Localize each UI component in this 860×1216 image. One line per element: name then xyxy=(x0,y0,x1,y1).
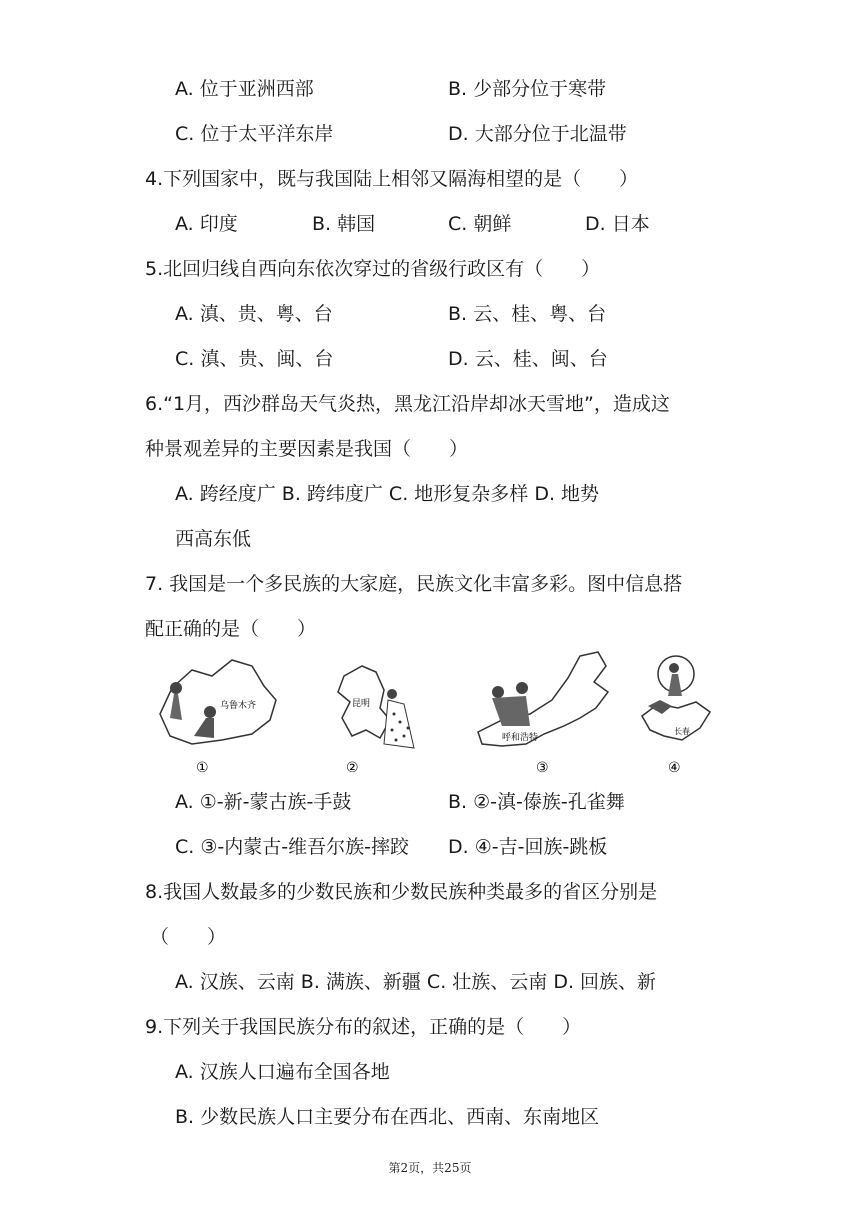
map-inner-mongolia xyxy=(472,648,632,776)
map2-number: ② xyxy=(346,760,359,776)
q6-options-line1: A. 跨经度广 B. 跨纬度广 C. 地形复杂多样 D. 地势 xyxy=(175,483,600,505)
map3-number: ③ xyxy=(536,760,549,776)
map1-city-label: 乌鲁木齐 xyxy=(220,701,257,711)
q4-option-a: A. 印度 xyxy=(175,213,238,235)
q4-option-c: C. 朝鲜 xyxy=(448,213,512,235)
q9-option-b: B. 少数民族人口主要分布在西北、西南、东南地区 xyxy=(175,1106,600,1128)
map2-city-label: 昆明 xyxy=(352,699,371,709)
q8-stem-line2: （ ） xyxy=(150,926,227,948)
map4-city-label: 长春 xyxy=(674,727,690,736)
q6-stem-line1: 6.“1月，西沙群岛天气炎热，黑龙江沿岸却冰天雪地”，造成这 xyxy=(145,393,670,415)
q8-options-line: A. 汉族、云南 B. 满族、新疆 C. 壮族、云南 D. 回族、新 xyxy=(175,971,657,993)
q6-stem-line2: 种景观差异的主要因素是我国（ ） xyxy=(145,438,469,460)
q9-stem: 9.下列关于我国民族分布的叙述，正确的是（ ） xyxy=(145,1016,582,1038)
q4-option-b: B. 韩国 xyxy=(312,213,376,235)
map-jilin xyxy=(634,648,720,776)
page-footer: 第2页，共25页 xyxy=(388,1161,472,1175)
q3-option-d: D. 大部分位于北温带 xyxy=(448,123,627,145)
q7-map-figure xyxy=(150,648,720,778)
q5-stem: 5.北回归线自西向东依次穿过的省级行政区有（ ） xyxy=(145,258,601,280)
q7-option-a: A. ①-新-蒙古族-手鼓 xyxy=(175,791,352,813)
q3-option-b: B. 少部分位于寒带 xyxy=(448,78,607,100)
q5-option-b: B. 云、桂、粤、台 xyxy=(448,303,607,325)
q7-option-c: C. ③-内蒙古-维吾尔族-摔跤 xyxy=(175,836,409,858)
q5-option-d: D. 云、桂、闽、台 xyxy=(448,348,608,370)
map1-number: ① xyxy=(196,760,209,776)
q9-option-a: A. 汉族人口遍布全国各地 xyxy=(175,1061,390,1083)
q4-stem: 4.下列国家中，既与我国陆上相邻又隔海相望的是（ ） xyxy=(145,168,639,190)
map-xinjiang xyxy=(152,648,282,776)
q8-stem-line1: 8.我国人数最多的少数民族和少数民族种类最多的省区分别是 xyxy=(145,881,658,903)
q3-option-c: C. 位于太平洋东岸 xyxy=(175,123,334,145)
q3-option-a: A. 位于亚洲西部 xyxy=(175,78,314,100)
map4-number: ④ xyxy=(668,760,681,776)
map3-city-label: 呼和浩特 xyxy=(502,733,539,743)
q6-options-line2: 西高东低 xyxy=(175,528,252,550)
q7-option-d: D. ④-吉-回族-跳板 xyxy=(448,836,608,858)
q7-option-b: B. ②-滇-傣族-孔雀舞 xyxy=(448,791,625,813)
q7-stem-line2: 配正确的是（ ） xyxy=(145,618,317,640)
q4-option-d: D. 日本 xyxy=(585,213,650,235)
map-yunnan xyxy=(330,648,440,776)
q5-option-c: C. 滇、贵、闽、台 xyxy=(175,348,334,370)
q7-stem-line1: 7. 我国是一个多民族的大家庭，民族文化丰富多彩。图中信息搭 xyxy=(145,573,683,595)
q5-option-a: A. 滇、贵、粤、台 xyxy=(175,303,333,325)
